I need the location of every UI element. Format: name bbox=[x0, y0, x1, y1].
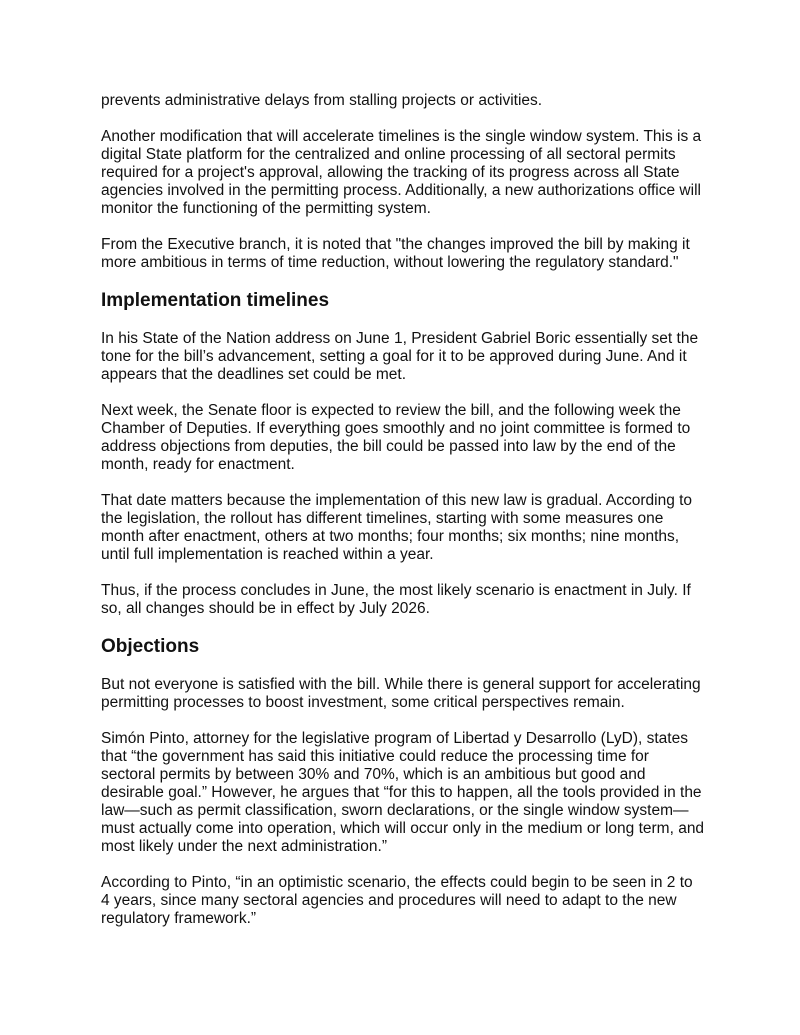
paragraph: That date matters because the implementation of this new law is gradual. According to the legislation, the rollout has different timelines, starting with some measures one month after enactment, others at two months; four months; six months; nine months, until full implementation is reached within a year. bbox=[101, 492, 693, 563]
section-heading-objections: Objections bbox=[101, 636, 200, 657]
section-heading-implementation: Implementation timelines bbox=[101, 290, 330, 311]
paragraph: Next week, the Senate floor is expected to review the bill, and the following week the Chamber of Deputies. If everything goes smoothly and no joint committee is formed to address objections from deputies, the bill could be passed into law by the end of the month, ready for enactment. bbox=[101, 402, 691, 473]
paragraph: According to Pinto, “in an optimistic scenario, the effects could begin to be seen in 2 to 4 years, since many sectoral agencies and procedures will need to adapt to the new regulatory framework.” bbox=[101, 874, 693, 927]
paragraph: But not everyone is satisfied with the bill. While there is general support for accelerating permitting processes to boost investment, some critical perspectives remain. bbox=[101, 676, 701, 711]
paragraph: In his State of the Nation address on June 1, President Gabriel Boric essentially set the tone for the bill’s advancement, setting a goal for it to be approved during June. And it appears that the deadlines set could be met. bbox=[101, 330, 699, 383]
paragraph: Another modification that will accelerate timelines is the single window system. This is a digital State platform for the centralized and online processing of all sectoral permits required for a project's approval, allowing the tracking of its progress across all State agencies involved in the permitting process. Additionally, a new authorizations office will monitor the functioning of the permitting system. bbox=[101, 128, 702, 217]
paragraph: Simón Pinto, attorney for the legislative program of Libertad y Desarrollo (LyD), states that “the government has said this initiative could reduce the processing time for sectoral permits by between 30% and 70%, which is an ambitious but good and desirable goal.” However, he argues that “for this to happen, all the tools provided in the law—such as permit classification, sworn declarations, or the single window system— must actually come into operation, which will occur only in the medium or long term, and most likely under the next administration.” bbox=[101, 730, 705, 855]
paragraph: From the Executive branch, it is noted that "the changes improved the bill by making it more ambitious in terms of time reduction, without lowering the regulatory standard." bbox=[101, 236, 690, 271]
document-page bbox=[101, 92, 706, 946]
paragraph: prevents administrative delays from stalling projects or activities. bbox=[101, 92, 543, 109]
paragraph: Thus, if the process concludes in June, the most likely scenario is enactment in July. If so, all changes should be in effect by July 2026. bbox=[101, 582, 691, 617]
